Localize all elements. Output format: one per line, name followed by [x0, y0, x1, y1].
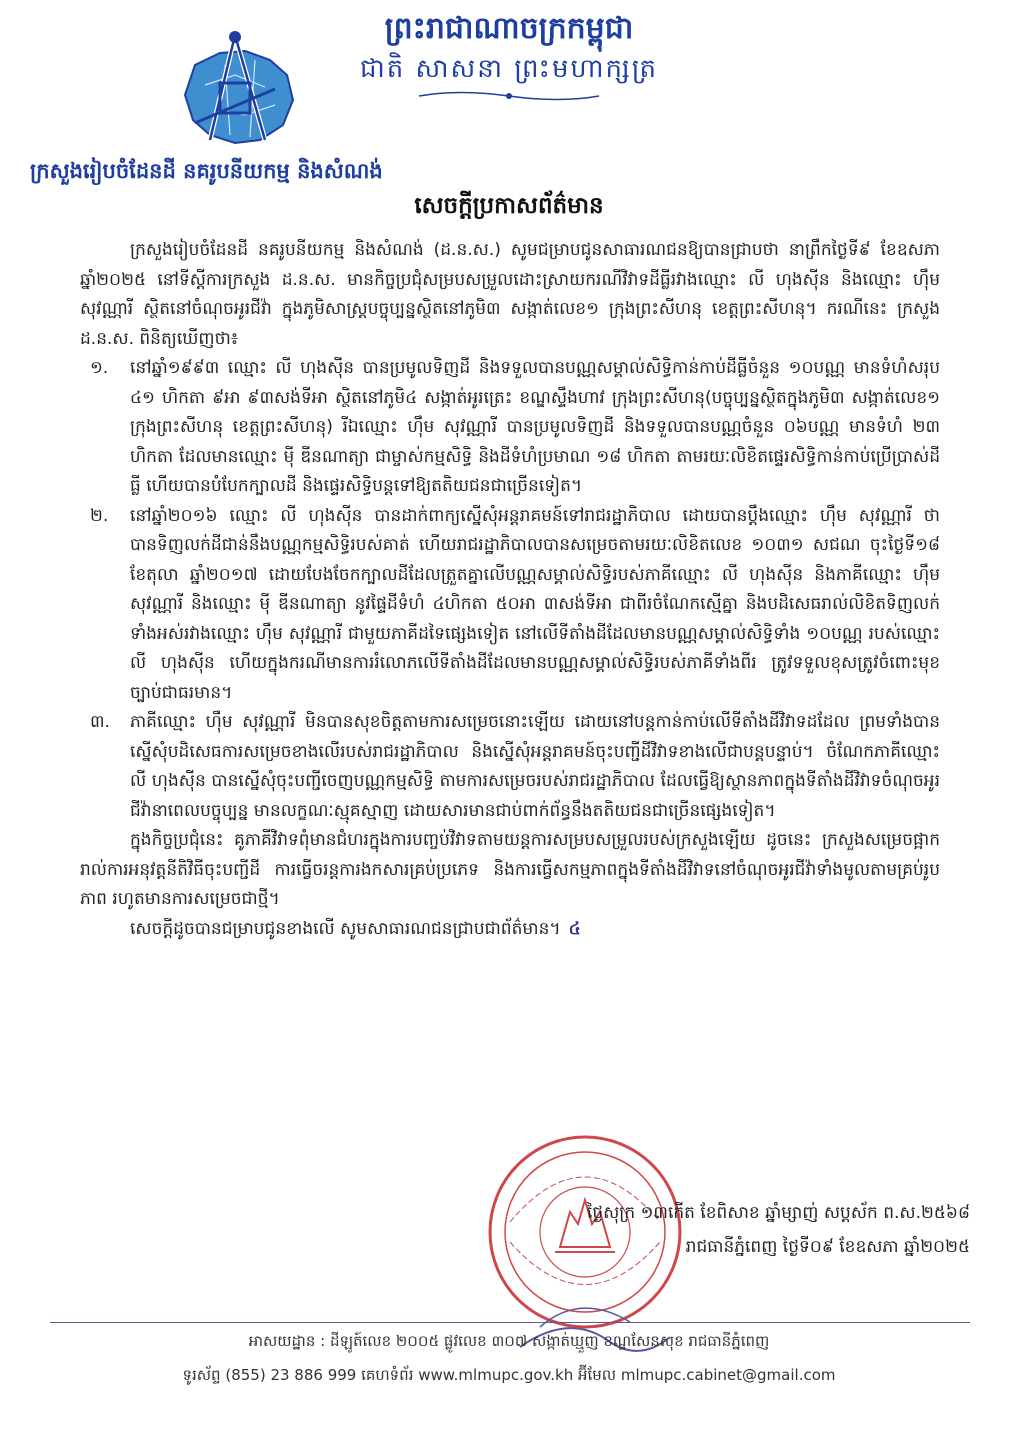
kingdom-header — [0, 8, 1018, 107]
solar-date: រាជធានីភ្នំពេញ ថ្ងៃទី០៩ ខែឧសភា ឆ្នាំ២០២៥ — [685, 1237, 970, 1257]
date-block — [390, 1196, 970, 1264]
national-motto: ជាតិ សាសនា ព្រះមហាក្សត្រ — [360, 54, 658, 84]
ministry-logo-icon — [165, 25, 305, 160]
footer-address: អាសយដ្ឋាន : ដីឡូត៍លេខ ២០០៥ ផ្លូវលេខ ៣០៧ សង្កាត់ឃ្មួញ ខណ្ឌសែនសុខ រាជធានីភ្នំពេញ — [248, 1332, 770, 1350]
list-item-number: ២. — [90, 505, 109, 526]
document-title: សេចក្តីប្រកាសព័ត៌មាន — [414, 192, 604, 219]
list-item — [80, 708, 940, 826]
motto-ornament-icon — [409, 89, 609, 103]
closing-mark: ៤ — [568, 918, 581, 939]
closing-text: សេចក្តីដូចបានជម្រាបជូនខាងលើ សូមសាធារណជនជ្រាបជាព័ត៌មាន។ — [130, 918, 561, 939]
list-item — [80, 354, 940, 502]
list-item-text: ភាគីឈ្មោះ ហ៊ឹម សុវណ្ណារី មិនបានសុខចិត្តតាមការសម្រេចនោះឡើយ ដោយនៅបន្តកាន់កាប់លើទីតាំងដីវិវាទដដែល ព្រមទាំងបានស្នើសុំបដិសេធការសម្រេចខាងលើរបស់រាជរដ្ឋាភិបាល និងស្នើសុំអន្តរាគមន៍ចុះបញ្ជីដីវិវាទខាងលើជាបន្តបន្ទាប់។ ចំណែកភាគីឈ្មោះ លី ហុងស៊ីន បានស្នើសុំចុះបញ្ជីចេញបណ្ណកម្មសិទ្ធិ តាមការសម្រេចរបស់រាជរដ្ឋាភិបាល ដែលធ្វើឱ្យស្ថានភាពក្នុងទីតាំងដីវិវាទចំណុចអូរជីវ៉ានាពេលបច្ចុប្បន្ន មានលក្ខណៈស្មុគស្មាញ ដោយសារមានជាប់ពាក់ព័ន្ធនឹងតតិយជនជាច្រើនផ្សេងទៀត។ — [130, 712, 940, 821]
document-body — [80, 236, 940, 944]
list-item — [80, 502, 940, 709]
list-item-text: នៅឆ្នាំ១៩៩៣ ឈ្មោះ លី ហុងស៊ីន បានប្រមូលទិញដី និងទទួលបានបណ្ណសម្គាល់សិទ្ធិកាន់កាប់ដីធ្លីចំនួន ១០បណ្ណ មានទំហំសរុប ៤១ ហិកតា ៩អា ៩៣សង់ទីអា ស្ថិតនៅភូមិ៤ សង្កាត់អូរត្រេះ ខណ្ឌស្ទឹងហាវ ក្រុងព្រះសីហនុ(បច្ចុប្បន្នស្ថិតក្នុងភូមិ៣ សង្កាត់លេខ១ ក្រុងព្រះសីហនុ ខេត្តព្រះសីហនុ) រីឯឈ្មោះ ហ៊ឹម សុវណ្ណារី បានប្រមូលទិញដី និងទទួលបានបណ្ណចំនួន ០៦បណ្ណ មានទំហំ ២៣ ហិកតា ដែលមានឈ្មោះ ម៉ី ឌីនណាត្យា ជាម្ចាស់កម្មសិទ្ធិ និងដីទំហំប្រមាណ ១៨ ហិកតា តាមរយៈលិខិតផ្ទេរសិទ្ធិកាន់កាប់ប្រើប្រាស់ដីធ្លី ហើយបានបំបែកក្បាលដី និងផ្ទេរសិទ្ធិបន្តទៅឱ្យតតិយជនជាច្រើនទៀត។ — [130, 358, 940, 496]
list-item-number: ១. — [90, 358, 109, 378]
intro-paragraph: ក្រសួងរៀបចំដែនដី នគរូបនីយកម្ម និងសំណង់ (ដ.ន.ស.) សូមជម្រាបជូនសាធារណជនឱ្យបានជ្រាបថា នាព្រឹកថ្ងៃទី៩ ខែឧសភា ឆ្នាំ២០២៥ នៅទីស្តីការក្រសួង ដ.ន.ស. មានកិច្ចប្រជុំសម្របសម្រួលដោះស្រាយករណីវិវាទដីធ្លីរវាងឈ្មោះ លី ហុងស៊ីន និងឈ្មោះ ហ៊ឹម សុវណ្ណារី ស្ថិតនៅចំណុចអូរជីវ៉ា ក្នុងភូមិសាស្ត្របច្ចុប្បន្នស្ថិតនៅភូមិ៣ សង្កាត់លេខ១ ក្រុងព្រះសីហនុ ខេត្តព្រះសីហនុ។ ករណីនេះ ក្រសួង ដ.ន.ស. ពិនិត្យឃើញថា៖ — [80, 240, 940, 349]
list-item-number: ៣. — [90, 712, 110, 732]
lunar-date: ថ្ងៃសុក្រ ១៣កើត ខែពិសាខ ឆ្នាំម្សាញ់ សប្តស័ក ព.ស.២៥៦៨ — [586, 1203, 970, 1223]
list-item-text: នៅឆ្នាំ២០១៦ ឈ្មោះ លី ហុងស៊ីន បានដាក់ពាក្យស្នើសុំអន្តរាគមន៍ទៅរាជរដ្ឋាភិបាល ដោយបានប្តឹងឈ្មោះ ហ៊ឹម សុវណ្ណារី ថាបានទិញលក់ដីជាន់នឹងបណ្ណកម្មសិទ្ធិរបស់គាត់ ហើយរាជរដ្ឋាភិបាលបានសម្រេចតាមរយៈលិខិតលេខ ១០៣១ សជណ ចុះថ្ងៃទី១៨ ខែតុលា ឆ្នាំ២០១៧ ដោយបែងចែកក្បាលដីដែលត្រួតគ្នាលើបណ្ណសម្គាល់សិទ្ធិរបស់ភាគីឈ្មោះ លី ហុងស៊ីន និងភាគីឈ្មោះ ហ៊ឹម សុវណ្ណារី និងឈ្មោះ ម៉ី ឌីនណាត្យា នូវផ្ទៃដីទំហំ ៤ហិកតា ៥០អា ៣សង់ទីអា ជាពីរចំណែកស្មើគ្នា និងបដិសេធរាល់លិខិតទិញលក់ទាំងអស់រវាងឈ្មោះ ហ៊ឹម សុវណ្ណារី ជាមួយភាគីដទៃផ្សេងទៀត នៅលើទីតាំងដីដែលមានបណ្ណសម្គាល់សិទ្ធិទាំង ១០បណ្ណ របស់ឈ្មោះ លី ហុងស៊ីន ហើយក្នុងករណីមានការរំលោភលើទីតាំងដីដែលមានបណ្ណសម្គាល់សិទ្ធិរបស់ភាគីទាំងពីរ ត្រូវទទួលខុសត្រូវចំពោះមុខច្បាប់ជាធរមាន។ — [130, 505, 940, 703]
conclusion-paragraph: ក្នុងកិច្ចប្រជុំនេះ គូភាគីវិវាទពុំមានជំហរក្នុងការបញ្ចប់វិវាទតាមយន្តការសម្របសម្រួលរបស់ក្រសួងឡើយ ដូចនេះ ក្រសួងសម្រេចផ្អាករាល់ការអនុវត្តនីតិវិធីចុះបញ្ជីដី ការធ្វើចរន្តការងកសារគ្រប់ប្រភេទ និងការធ្វើសកម្មភាពក្នុងទីតាំងដីវិវាទនៅចំណុចអូរជីវ៉ាទាំងមូលតាមគ្រប់រូបភាព រហូតមានការសម្រេចជាថ្មី។ — [80, 830, 940, 909]
kingdom-title: ព្រះរាជាណាចក្រកម្ពុជា — [384, 11, 634, 46]
footer-contact: ទូរស័ព្ទ (855) 23 886 999 គេហទំព័រ www.mlmupc.gov.kh អ៊ីមែល mlmupc.cabinet@gmail.com — [182, 1366, 836, 1384]
ministry-name: ក្រសួងរៀបចំដែនដី នគរូបនីយកម្ម និងសំណង់ — [30, 158, 383, 183]
footer-divider — [50, 1322, 970, 1323]
closing-paragraph — [80, 915, 940, 945]
